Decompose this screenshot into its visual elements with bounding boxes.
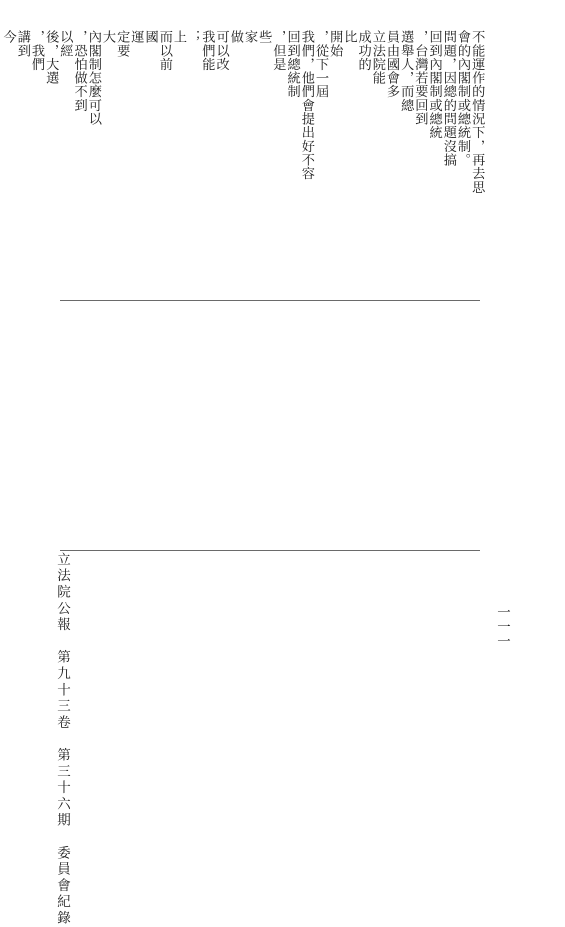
text-column: ，從下一屆 xyxy=(313,30,328,99)
text-column: 我們，他們會提出好不容 xyxy=(298,30,314,181)
text-column: 回到總統制 xyxy=(284,30,300,99)
text-column: 國 xyxy=(142,30,158,44)
text-column: 我們能 xyxy=(199,30,215,71)
text-column: 比 xyxy=(341,30,357,44)
text-column: 今 xyxy=(0,30,16,44)
text-column: 後，大選 xyxy=(43,30,59,85)
text-column: 問題，因總的問題沒搞 xyxy=(440,30,456,167)
text-column: 內閣制怎麼可以 xyxy=(85,30,101,126)
gazette-footer: 立法院公報 第九十三卷 第三十六期 委員會紀錄 xyxy=(54,552,70,927)
text-column: 大 xyxy=(100,30,115,44)
text-column: ，我們 xyxy=(29,30,44,71)
text-column: 運 xyxy=(128,30,144,44)
text-column: 立法院能 xyxy=(369,30,385,85)
middle-divider xyxy=(60,300,480,301)
text-column: 而以前 xyxy=(156,30,172,71)
text-column: 上 xyxy=(171,30,186,44)
text-column: ； xyxy=(185,30,201,44)
text-column: 講到 xyxy=(14,30,30,58)
text-column: 做 xyxy=(227,30,243,44)
text-column: 家 xyxy=(242,30,257,44)
text-column: 員由國會多 xyxy=(384,30,399,99)
text-column: 定要 xyxy=(114,30,130,58)
text-column: 回到內閣制或總統 xyxy=(426,30,442,140)
page-number: 一一一 xyxy=(494,605,510,649)
text-column: 選舉人，而總 xyxy=(398,30,414,112)
text-column: 可以改 xyxy=(213,30,229,71)
bottom-divider xyxy=(60,550,480,551)
text-column: 開始 xyxy=(327,30,343,58)
text-column: 以經 xyxy=(57,30,73,58)
text-column: ，恐怕做不到 xyxy=(71,30,87,112)
text-column: ，台灣若要回到 xyxy=(412,30,428,126)
text-column: 會的內閣制或總統制。 xyxy=(455,30,470,167)
text-column: ，但是 xyxy=(270,30,286,71)
text-column: 些 xyxy=(256,30,272,44)
text-column: 不能運作的情況下，再去思 xyxy=(469,30,485,194)
text-column: 成功的 xyxy=(355,30,371,71)
